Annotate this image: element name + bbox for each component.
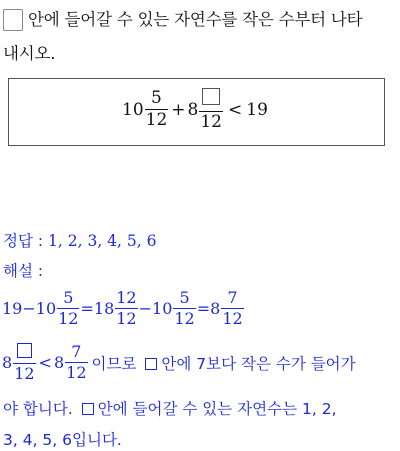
answer-blank-box: [3, 9, 23, 31]
explanation-label: 해설 :: [3, 262, 44, 280]
numerator-blank-box: [17, 343, 32, 358]
numerator-blank-box: [202, 88, 220, 105]
equation-box: [8, 78, 385, 146]
blank-box: [82, 403, 94, 415]
explanation-line-4: 3, 4, 5, 6입니다.: [3, 431, 122, 449]
explanation-step-2: 8 12 < 8 $\frac{7}{12}$ 이므로 안에 7보다 작은 수가 들어가: [2, 342, 356, 383]
answer-line: 정답 : 1, 2, 3, 4, 5, 6: [3, 232, 157, 250]
explanation-step-1: 19 − 10 $\frac{5}{12}$ = 18 $\frac{12}{12}$ − 10 $\frac{5}{12}$ = 8 $\frac{7}{12}$: [2, 288, 243, 328]
fraction-blank-12: 12: [199, 88, 223, 131]
question-line-2: 내시오.: [3, 44, 56, 63]
fraction-5-12: $\frac{5}{12}$: [145, 88, 168, 130]
inequality: 10 $\frac{5}{12}$ + 8 12 < 19: [122, 88, 268, 132]
blank-box: [145, 358, 157, 370]
question-line-1: 안에 들어갈 수 있는 자연수를 작은 수부터 나타: [3, 6, 362, 31]
explanation-line-3: 야 합니다. 안에 들어갈 수 있는 자연수는 1, 2,: [3, 400, 337, 418]
